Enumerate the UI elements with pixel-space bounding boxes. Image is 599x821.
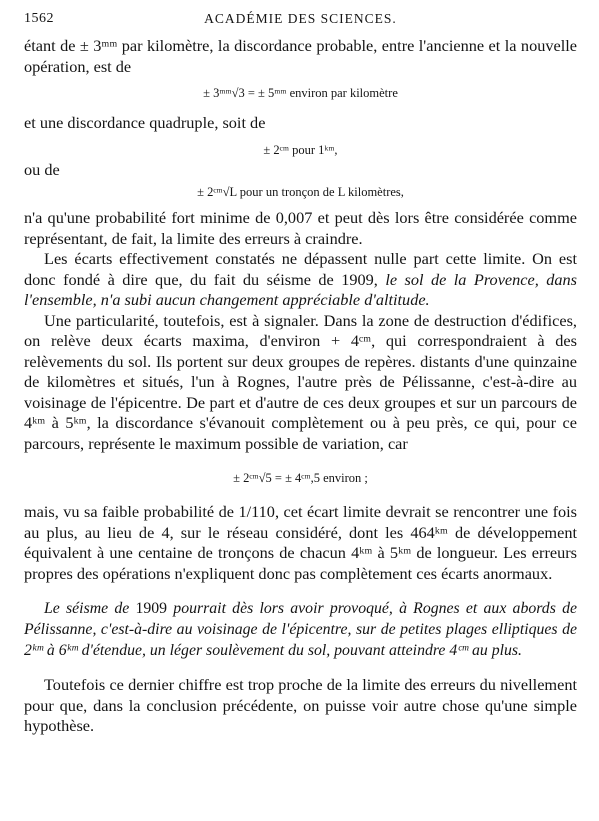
page-header <box>24 11 577 27</box>
equation-4: ± 2ᶜᵐ√5 = ± 4ᶜᵐ,5 environ ; <box>233 471 368 485</box>
paragraph-4: n'a qu'une probabilité fort minime de 0,007 et peut dès lors être considérée comme représentant, de fait, la limite des erreurs à craindre. <box>24 208 577 248</box>
paragraph-8 <box>24 598 577 661</box>
paragraph-5-text: Les écarts effectivement constatés ne dépassent nulle part cette limite. On est donc fondé à dire que, du fait du séisme de 1909, <box>24 249 577 289</box>
page-body <box>24 36 577 737</box>
paragraph-8-rest: pourrait dès lors avoir provoqué, à Rognes et aux abords de Pélissanne, c'est-à-dire au voisinage de l'épicentre, sur de petites plages elliptiques de 2ᵏᵐ à 6ᵏᵐ d'étendue, un léger soulèvement du sol, pouvant atteindre 4ᶜᵐ au plus. <box>24 600 577 659</box>
paragraph-7: mais, vu sa faible probabilité de 1/110, cet écart limite devrait se rencontrer une fois au plus, au lieu de 4, sur le réseau considéré, dont les 464ᵏᵐ de développement équivalent à une centaine de tronçons de chacun 4ᵏᵐ à 5ᵏᵐ de longueur. Les erreurs propres des opérations n'expliquent donc pas complètement ces écarts anormaux. <box>24 502 577 583</box>
equation-3: ± 2ᶜᵐ√L pour un tronçon de L kilomètres, <box>197 185 404 199</box>
paragraph-5 <box>24 249 577 311</box>
paragraph-2: et une discordance quadruple, soit de <box>24 113 266 132</box>
running-title: ACADÉMIE DES SCIENCES. <box>204 11 397 26</box>
paragraph-8-start: Le séisme de <box>44 600 130 617</box>
paragraph-6: Une particularité, toutefois, est à signaler. Dans la zone de destruction d'édifices, on relève deux écarts maxima, d'environ + 4ᶜᵐ, qui correspondraient à des relèvements du sol. Ils portent sur deux groupes de repères. distants d'une quinzaine de kilomètres et situés, l'un à Rognes, l'autre près de Pélissanne, c'est-à-dire au voisinage de l'épicentre. De part et d'autre de ces deux groupes et sur un parcours de 4ᵏᵐ à 5ᵏᵐ, la discordance s'évanouit complètement ou à peu près, ce qui, pour ce parcours, représente le maximum possible de variation, car <box>24 310 577 453</box>
paragraph-9: Toutefois ce dernier chiffre est trop proche de la limite des erreurs du nivellement pour que, dans la conclusion précédente, on puisse voir autre chose qu'une simple hypothèse. <box>24 675 577 735</box>
paragraph-8-year: 1909 <box>135 600 168 617</box>
paragraph-3: ou de <box>24 159 60 179</box>
page-number: 1562 <box>24 11 54 26</box>
equation-2: ± 2ᶜᵐ pour 1ᵏᵐ, <box>263 142 338 157</box>
paragraph-5-italic: le sol de la Provence, dans l'ensemble, n'a subi aucun changement appréciable d'altitude. <box>24 269 578 309</box>
paragraph-1: étant de ± 3ᵐᵐ par kilomètre, la discordance probable, entre l'ancienne et la nouvelle opération, est de <box>24 36 577 76</box>
equation-1: ± 3ᵐᵐ√3 = ± 5ᵐᵐ environ par kilomètre <box>203 86 398 100</box>
